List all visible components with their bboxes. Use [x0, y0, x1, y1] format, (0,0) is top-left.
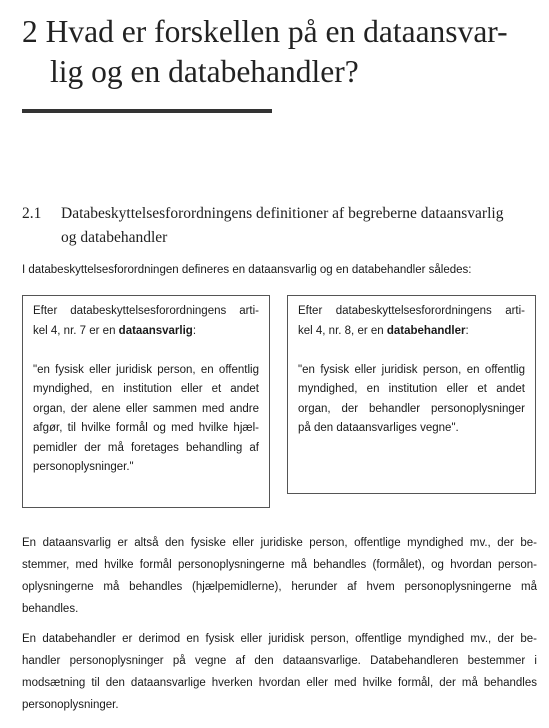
chapter-title: [22, 12, 537, 92]
definition-lead-prefix: kel 4, nr. 8, er en: [298, 324, 387, 337]
definition-quote-line: "en fysisk eller juridisk person, en offentlig: [298, 363, 525, 376]
paragraph-line: behandles.: [22, 603, 79, 615]
paragraph-line: En dataansvarlig er altså den fysiske eller juridiske person, offentlige myndighed mv., der be-: [22, 537, 537, 549]
definition-lead-suffix: :: [465, 324, 469, 337]
paragraph-line: En databehandler er derimod en fysisk eller juridisk person, offentlige myndighed mv., der be-: [22, 633, 537, 645]
definition-lead-line-2: [298, 322, 525, 342]
section-heading: [22, 202, 537, 250]
body-paragraph-dataansvarlig: [22, 532, 537, 620]
definition-quote-line: afgør, til hvilke formål og med hvilke hjæl-: [33, 422, 259, 434]
definition-quote-line: organ, der alene eller sammen med andre: [33, 402, 259, 415]
section-title-line-1: Databeskyttelsesforordningens definitioner af begreberne dataansvarlig: [61, 205, 504, 222]
paragraph-line: oplysningerne må behandles (hjælpemidlerne), herunder af hvem personoplysningerne må: [22, 581, 537, 593]
definition-box-dataansvarlig: [22, 295, 270, 508]
paragraph-line: handler personoplysninger på vegne af den dataansvarlige. Databehandleren bestemmer i: [22, 655, 537, 667]
section-number: 2.1: [22, 205, 42, 222]
definition-term: databehandler: [386, 324, 466, 337]
chapter-title-line-1: 2 Hvad er forskellen på en dataansvar-: [22, 14, 508, 49]
definition-quote-line: organ, der behandler personoplysninger: [298, 402, 525, 415]
definition-quote-line: pemidler der må foretages behandling af: [33, 441, 259, 454]
definition-lead-line-2: [33, 322, 259, 342]
title-underline-rule: [22, 109, 272, 113]
definition-lead-line-1: Efter databeskyttelsesforordningens arti-: [33, 305, 259, 317]
paragraph-line: stemmer, med hvilke formål personoplysningerne må behandles (formålet), og hvordan person-: [22, 559, 537, 571]
definition-quote-line: på den dataansvarliges vegne".: [298, 422, 459, 434]
definition-quote-line: myndighed, en institution eller et andet: [298, 383, 525, 395]
definition-lead-prefix: kel 4, nr. 7 er en: [33, 324, 119, 337]
definition-quote-line: personoplysninger.": [33, 461, 134, 473]
definition-lead-line-1: Efter databeskyttelsesforordningens arti-: [298, 305, 525, 317]
chapter-title-line-2: lig og en databehandler?: [50, 54, 359, 89]
paragraph-line: personoplysninger.: [22, 699, 119, 711]
definition-box-databehandler: [287, 295, 536, 494]
section-title-line-2: og databehandler: [61, 229, 168, 246]
intro-text: I databeskyttelsesforordningen defineres en dataansvarlig og en databehandler således:: [22, 264, 472, 276]
body-paragraph-databehandler: [22, 628, 537, 716]
paragraph-line: modsætning til den dataansvarlige hverken hvordan eller med hvilke formål, der må behandles: [22, 677, 537, 689]
definition-quote-line: myndighed, en institution eller et andet: [33, 383, 259, 395]
definition-lead-suffix: :: [192, 324, 197, 337]
definition-term: dataansvarlig: [118, 324, 193, 337]
definition-quote-line: "en fysisk eller juridisk person, en offentlig: [33, 363, 259, 376]
